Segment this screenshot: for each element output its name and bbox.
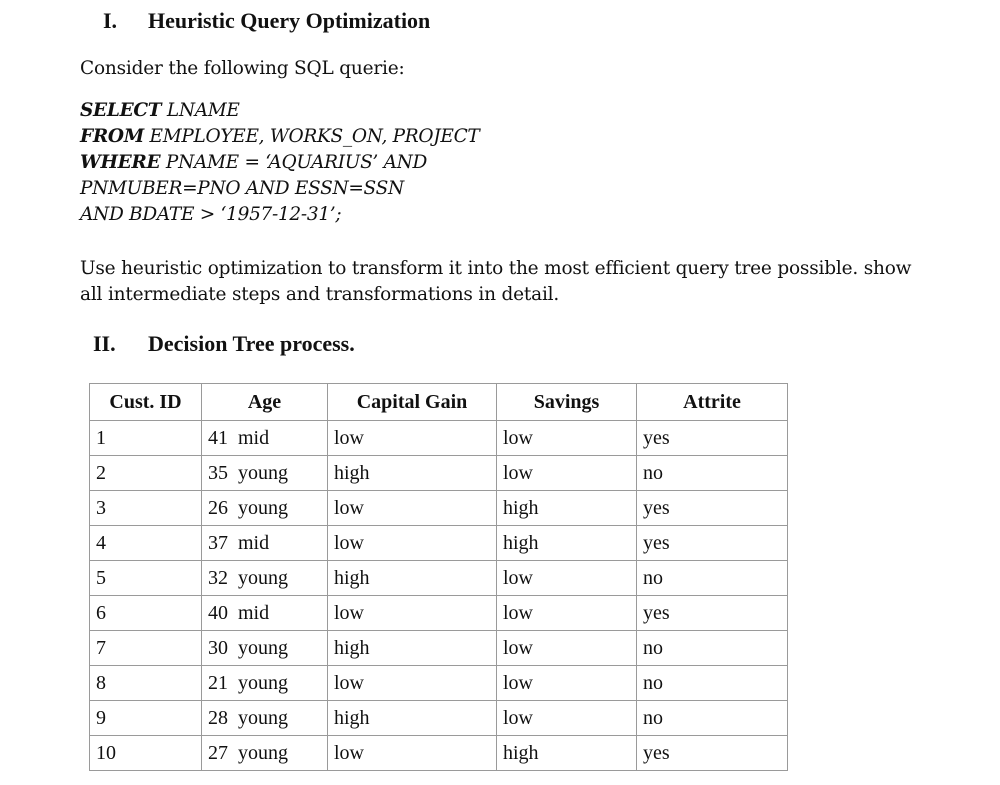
attrite-cell: no <box>637 666 788 701</box>
capital-gain-cell: low <box>328 666 497 701</box>
age-cell: 21 young <box>202 666 328 701</box>
table-row <box>90 526 788 561</box>
column-header-cust-id: Cust. ID <box>90 384 202 421</box>
customer-data-table <box>89 383 788 771</box>
section-number: I. <box>103 8 118 33</box>
section-number: II. <box>93 331 116 356</box>
capital-gain-cell: low <box>328 736 497 771</box>
capital-gain-cell: low <box>328 491 497 526</box>
section-title: Decision Tree process. <box>148 331 355 356</box>
column-header-savings: Savings <box>497 384 637 421</box>
age-cell: 40 mid <box>202 596 328 631</box>
sql-query-block <box>80 98 479 228</box>
table-row <box>90 491 788 526</box>
table-row <box>90 456 788 491</box>
capital-gain-cell: high <box>328 561 497 596</box>
task-line: all intermediate steps and transformations in detail. <box>80 284 560 305</box>
column-header-attrite: Attrite <box>637 384 788 421</box>
attrite-cell: no <box>637 561 788 596</box>
capital-gain-cell: low <box>328 526 497 561</box>
cust-id-cell: 7 <box>90 631 202 666</box>
attrite-cell: yes <box>637 736 788 771</box>
cust-id-cell: 3 <box>90 491 202 526</box>
intro-paragraph: Consider the following SQL querie: <box>80 58 405 79</box>
savings-cell: low <box>497 596 637 631</box>
age-cell: 37 mid <box>202 526 328 561</box>
age-cell: 35 young <box>202 456 328 491</box>
age-cell: 27 young <box>202 736 328 771</box>
attrite-cell: yes <box>637 421 788 456</box>
savings-cell: low <box>497 561 637 596</box>
cust-id-cell: 2 <box>90 456 202 491</box>
sql-keyword: WHERE <box>80 152 161 173</box>
task-line: Use heuristic optimization to transform it into the most efficient query tree possible. show <box>80 258 912 279</box>
age-cell: 28 young <box>202 701 328 736</box>
table-row <box>90 701 788 736</box>
sql-text: LNAME <box>161 100 240 121</box>
column-header-capital-gain: Capital Gain <box>328 384 497 421</box>
attrite-cell: yes <box>637 526 788 561</box>
attrite-cell: no <box>637 456 788 491</box>
attrite-cell: yes <box>637 596 788 631</box>
table-row <box>90 596 788 631</box>
savings-cell: low <box>497 666 637 701</box>
capital-gain-cell: low <box>328 596 497 631</box>
sql-line-select <box>80 98 479 124</box>
cust-id-cell: 6 <box>90 596 202 631</box>
age-cell: 26 young <box>202 491 328 526</box>
table-row <box>90 421 788 456</box>
cust-id-cell: 9 <box>90 701 202 736</box>
cust-id-cell: 1 <box>90 421 202 456</box>
age-cell: 30 young <box>202 631 328 666</box>
column-header-age: Age <box>202 384 328 421</box>
table-header-row <box>90 384 788 421</box>
savings-cell: low <box>497 456 637 491</box>
task-paragraph <box>80 256 911 308</box>
attrite-cell: no <box>637 701 788 736</box>
cust-id-cell: 10 <box>90 736 202 771</box>
attrite-cell: no <box>637 631 788 666</box>
savings-cell: high <box>497 526 637 561</box>
savings-cell: low <box>497 421 637 456</box>
sql-keyword: SELECT <box>80 100 162 121</box>
table-row <box>90 561 788 596</box>
capital-gain-cell: high <box>328 456 497 491</box>
cust-id-cell: 8 <box>90 666 202 701</box>
table-body <box>90 421 788 771</box>
section-title: Heuristic Query Optimization <box>148 8 431 33</box>
cust-id-cell: 5 <box>90 561 202 596</box>
cust-id-cell: 4 <box>90 526 202 561</box>
savings-cell: high <box>497 736 637 771</box>
table-row <box>90 631 788 666</box>
table-row <box>90 666 788 701</box>
sql-text: PNAME = ‘AQUARIUS’ AND <box>160 152 428 173</box>
table-row <box>90 736 788 771</box>
attrite-cell: yes <box>637 491 788 526</box>
sql-text: EMPLOYEE, WORKS_ON, PROJECT <box>143 126 480 147</box>
capital-gain-cell: low <box>328 421 497 456</box>
sql-line-join-conditions: PNMUBER=PNO AND ESSN=SSN <box>80 178 404 199</box>
sql-line-from <box>80 124 479 150</box>
sql-keyword: FROM <box>80 126 144 147</box>
sql-line-date-condition: AND BDATE > ‘1957-12-31’; <box>80 204 342 225</box>
capital-gain-cell: high <box>328 701 497 736</box>
savings-cell: low <box>497 631 637 666</box>
age-cell: 41 mid <box>202 421 328 456</box>
sql-line-where <box>80 150 479 176</box>
age-cell: 32 young <box>202 561 328 596</box>
savings-cell: low <box>497 701 637 736</box>
capital-gain-cell: high <box>328 631 497 666</box>
savings-cell: high <box>497 491 637 526</box>
